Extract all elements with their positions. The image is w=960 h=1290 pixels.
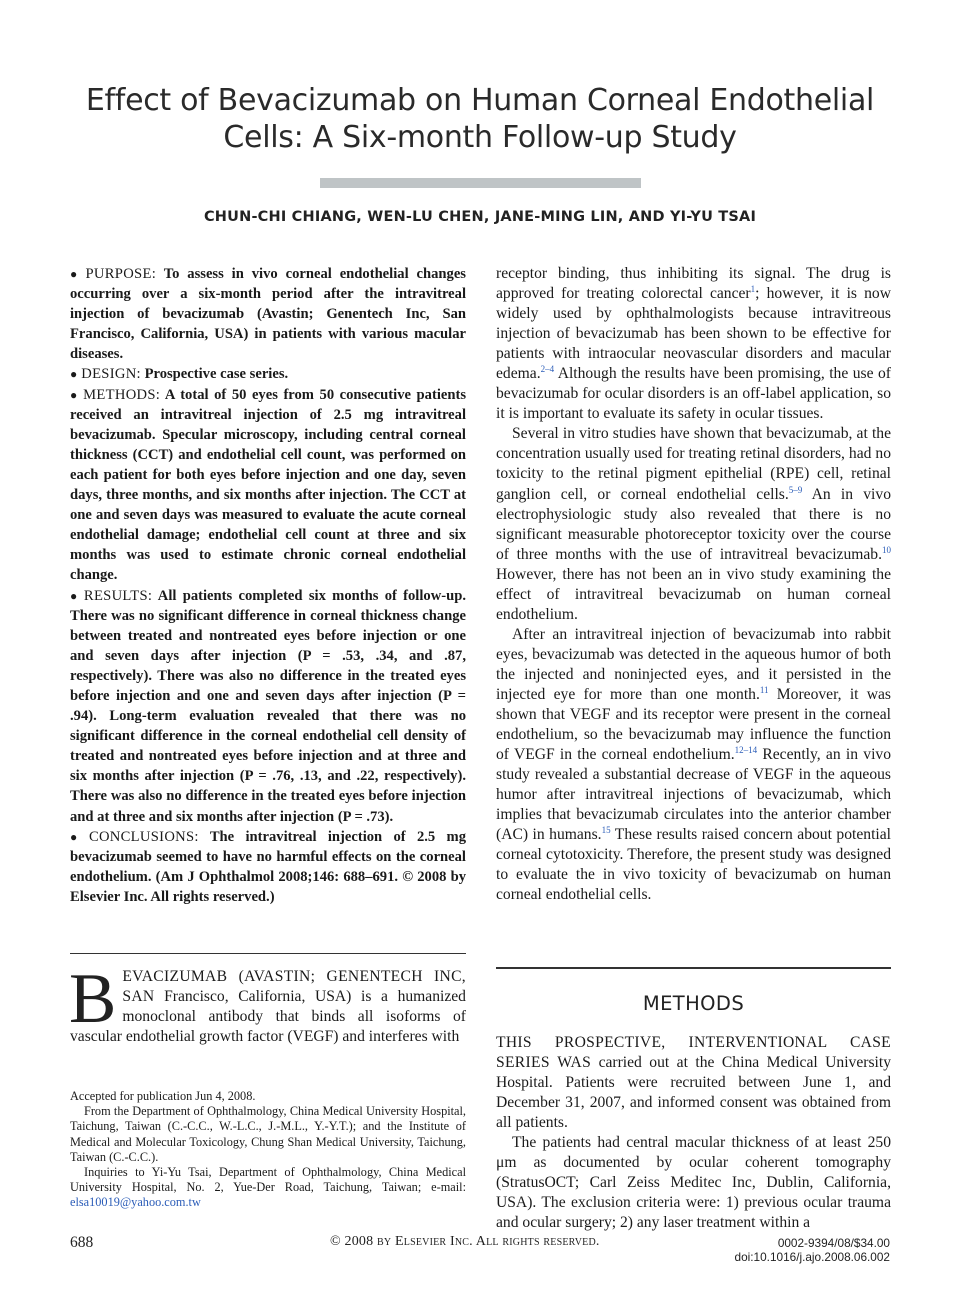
body-text: After an intravitreal injection of bevacizumab into rabbit eyes, bevacizumab was detected in the aqueous humor of both the injected and noninjected eyes, and it persisted in the injected eye for more than one month. [496, 625, 891, 703]
reference-link[interactable]: 5–9 [788, 484, 803, 495]
reference-link[interactable]: 11 [759, 684, 769, 695]
title-divider-bar [320, 178, 641, 188]
bullet-icon: ● [70, 367, 78, 382]
abstract-citation: (Am J Ophthalmol 2008;146: 688–691. © 2008 by Elsevier Inc. All rights reserved.) [70, 868, 466, 905]
methods-heading: METHODS [642, 992, 745, 1015]
body-paragraph-2 [496, 424, 891, 624]
title-line-2: Cells: A Six-month Follow-up Study [223, 120, 737, 155]
intro-smallcaps: EVACIZUMAB (AVASTIN; GENENTECH INC, SAN [122, 968, 466, 1006]
article-title [60, 82, 900, 156]
reference-link[interactable]: 15 [601, 825, 611, 836]
doi: doi:10.1016/j.ajo.2008.06.002 [734, 1250, 890, 1264]
abstract [70, 264, 466, 907]
conclusions-text: The intravitreal injection of 2.5 mg bevacizumab seemed to have no harmful effects on the corneal endothelium. [70, 828, 467, 885]
body-text: Several in vitro studies have shown that bevacizumab, at the concentration usually used for treating retinal disorders, had no toxicity to the retinal pigment epithelial (RPE) cell, retinal ganglion cell, or corneal endothelial cells. [496, 425, 891, 503]
abstract-conclusions [70, 827, 466, 907]
design-text: Prospective case series. [144, 366, 289, 383]
reference-link[interactable]: 10 [882, 544, 891, 555]
inquiries-text: Inquiries to Yi-Yu Tsai, Department of Ophthalmology, China Medical University Hospital, No. 2, Yue-Der Road, Taichung, Taiwan; e-mail: [70, 1165, 466, 1195]
reference-link[interactable]: 12–14 [734, 744, 758, 755]
footnote-accepted: Accepted for publication Jun 4, 2008. [70, 1089, 256, 1103]
author-list: CHUN-CHI CHIANG, WEN-LU CHEN, JANE-MING LIN, AND YI-YU TSAI [203, 209, 757, 225]
abstract-purpose [70, 264, 466, 364]
bullet-icon: ● [70, 829, 85, 844]
body-text: An in vivo electrophysiologic study also revealed that there is no significant measurable photoreceptor toxicity over the course of three months with the use of intravitreal bevacizumab. [496, 485, 891, 563]
methods-paragraph-2: The patients had central macular thickness of at least 250 μm as documented by ocular coherent tomography (StratusOCT; Carl Zeiss Meditec Inc, Dublin, California, USA). The exclusion criteria were: 1) previous ocular trauma and ocular surgery; 2) any laser treatment within a [496, 1134, 891, 1232]
left-column [70, 264, 466, 907]
bullet-icon: ● [70, 387, 80, 402]
reference-link[interactable]: 1 [750, 283, 756, 294]
body-text: receptor binding, thus inhibiting its signal. The drug is approved for treating colorectal cancer [496, 265, 891, 303]
conclusions-label: CONCLUSIONS: [88, 828, 199, 845]
body-text: Moreover, it was shown that VEGF and its receptor were present in the corneal endothelium, so the bevacizumab may influence the function of VEGF in the corneal endothelium. [496, 685, 891, 764]
body-text: ; however, it is now widely used by ophthalmologists because intravitreous injection of bevacizumab has been shown to be effective for patients with intraocular neovascular disorders and macular edema. [496, 285, 891, 383]
purpose-text: To assess in vivo corneal endothelial changes occurring over a six-month period after the intravitreal injection of bevacizumab (Avastin; Genentech Inc, San Francisco, California, USA) in patients with various macular diseases. [70, 266, 466, 363]
abstract-design [70, 364, 466, 384]
footnotes [70, 1089, 466, 1211]
results-text: All patients completed six months of follow-up. There was no significant difference in corneal thickness change between treated and nontreated eyes before injection or one and seven days after injection (P = .53, .34, and .87, respectively). There was also no difference in the treated eyes before injection and one and seven days after injection (P = .94). Long-term evaluation revealed that there was no significant difference in the corneal endothelial cell density of treated and nontreated eyes before injection and at three and six months after injection (P = .76, .13, and .22, respectively). There was also no difference in the treated eyes before injection and at three and six months after injection (P = .73). [70, 587, 466, 825]
title-line-1: Effect of Bevacizumab on Human Corneal Endothelial [85, 83, 875, 118]
methods-divider [496, 967, 891, 969]
issn: 0002-9394/08/$34.00 [777, 1236, 890, 1250]
methods-smallcaps: THIS PROSPECTIVE, INTERVENTIONAL CASE SERIES WAS [496, 1034, 891, 1072]
drop-cap: B [69, 960, 117, 1038]
intro-continued [496, 264, 891, 906]
abstract-results [70, 586, 466, 827]
intro-text: Francisco, California, USA) is a humanized monoclonal antibody that binds all isoforms of vascular endothelial growth factor (VEGF) and interferes with [70, 988, 466, 1046]
footnote-inquiries [70, 1165, 466, 1211]
footer-identifiers [735, 1236, 890, 1264]
bullet-icon: ● [70, 588, 80, 603]
purpose-label: PURPOSE: [85, 266, 157, 282]
body-paragraph-3 [496, 625, 891, 906]
body-text: Recently, an in vivo study revealed a substantial decrease of VEGF in the aqueous humor after intravitreal injections of bevacizumab, which implies that bevacizumab circulates into the anterior chamber (AC) in humans. [496, 746, 891, 844]
body-text: These results raised concern about potential corneal cytotoxicity. Therefore, the present study was designed to evaluate the in vivo toxicity of bevacizumab on human corneal endothelial cells. [496, 826, 891, 904]
email-link[interactable]: elsa10019@yahoo.com.tw [70, 1195, 201, 1210]
page-number: 688 [70, 1234, 94, 1251]
methods-paragraph-1 [496, 1033, 891, 1133]
abstract-methods [70, 385, 466, 586]
body-text: However, there has not been an in vivo study examining the effect of intravitreal bevacizumab on human corneal endothelium. [496, 565, 891, 623]
results-label: RESULTS: [83, 587, 153, 604]
right-column [496, 264, 891, 906]
body-text: Although the results have been promising, the use of bevacizumab for ocular disorders is an off-label application, so it is important to evaluate its safety in ocular tissues. [496, 365, 891, 423]
footer-copyright: © 2008 by Elsevier Inc. All rights reserved. [330, 1234, 600, 1249]
methods-text: A total of 50 eyes from 50 consecutive patients received an intravitreal injection of 2.5 mg intravitreal bevacizumab. Specular microscopy, including central corneal thickness (CCT) and endothelial cell count, was performed on each patient for both eyes before injection and one day, seven days, three months, and six months after injection. The CCT at one and seven days was measured to evaluate the acute corneal endothelial damage; endothelial cell count at three and six months was used to estimate chronic corneal endothelial change. [70, 386, 467, 584]
bullet-icon: ● [70, 267, 82, 281]
methods-section [496, 1033, 891, 1233]
intro-paragraph [69, 960, 466, 1047]
abstract-divider [70, 953, 466, 954]
footnote-affiliation: From the Department of Ophthalmology, China Medical University Hospital, Taichung, Taiwan (C.-C.C., W.-L.C., J.-M.L., Y.-Y.T.); and the Institute of Medical and Molecular Toxicology, Chung Shan Medical University, Taichung, Taiwan (C.-C.C.). [70, 1104, 466, 1164]
methods-label: METHODS: [83, 386, 161, 403]
reference-link[interactable]: 2–4 [540, 364, 555, 375]
methods-text: carried out at the China Medical University Hospital. Patients were recruited between June 1, and December 31, 2007, and informed consent was obtained from all patients. [496, 1054, 891, 1132]
body-paragraph-1 [496, 264, 891, 424]
design-label: DESIGN: [81, 366, 141, 383]
